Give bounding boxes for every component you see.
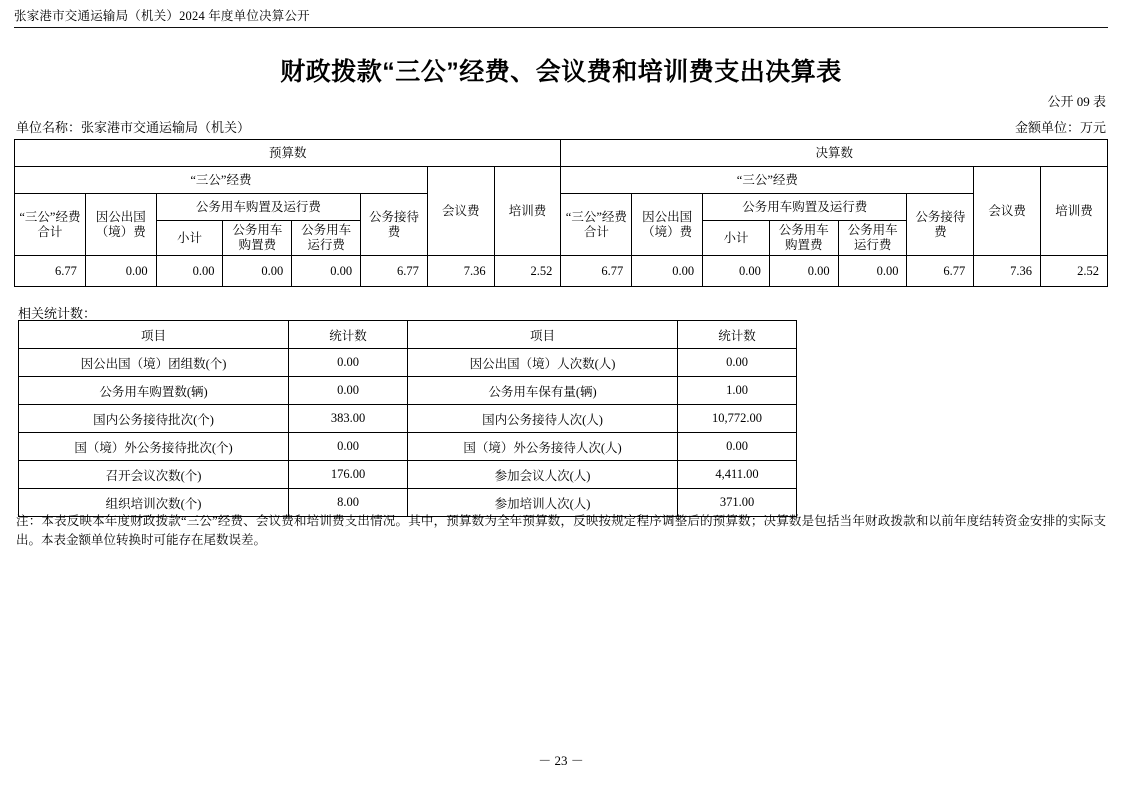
budget-vehicle-subtotal-value: 0.00 — [156, 256, 223, 287]
final-meeting-value: 7.36 — [974, 256, 1041, 287]
stats-value-left: 0.00 — [289, 433, 408, 461]
final-training-value: 2.52 — [1041, 256, 1108, 287]
stats-table-container — [18, 320, 796, 517]
budget-vehicle-group-header: 公务用车购置及运行费 — [156, 194, 360, 221]
stats-header-value-right: 统计数 — [678, 321, 797, 349]
final-sangong-total-header: “三公”经费合计 — [561, 194, 632, 256]
budget-sangong-total-value: 6.77 — [15, 256, 86, 287]
stats-header-value-left: 统计数 — [289, 321, 408, 349]
stats-value-left: 176.00 — [289, 461, 408, 489]
expenditure-table — [14, 139, 1108, 287]
final-training-header: 培训费 — [1041, 167, 1108, 256]
stats-header-item-left: 项目 — [19, 321, 289, 349]
stats-item-left: 召开会议次数(个) — [19, 461, 289, 489]
stats-header-row — [19, 321, 797, 349]
final-vehicle-group-header: 公务用车购置及运行费 — [703, 194, 907, 221]
budget-vehicle-operation-value: 0.00 — [292, 256, 361, 287]
stats-item-right: 参加会议人次(人) — [408, 461, 678, 489]
final-abroad-value: 0.00 — [632, 256, 703, 287]
budget-vehicle-operation-header: 公务用车运行费 — [292, 221, 361, 256]
final-reception-header: 公务接待费 — [907, 194, 974, 256]
budget-abroad-header: 因公出国（境）费 — [85, 194, 156, 256]
main-table-container — [14, 139, 1108, 287]
unit-name: 单位名称：张家港市交通运输局（机关） — [16, 120, 251, 135]
stats-item-left: 国（境）外公务接待批次(个) — [19, 433, 289, 461]
stats-item-right: 国内公务接待人次(人) — [408, 405, 678, 433]
stats-value-right: 1.00 — [678, 377, 797, 405]
header-divider — [14, 27, 1108, 28]
amount-unit: 金额单位：万元 — [1014, 120, 1106, 135]
table-row — [19, 433, 797, 461]
running-header: 张家港市交通运输局（机关）2024 年度单位决算公开 — [14, 9, 310, 23]
group-header-budget: 预算数 — [15, 140, 561, 167]
final-vehicle-purchase-header: 公务用车购置费 — [769, 221, 838, 256]
group-header-final: 决算数 — [561, 140, 1108, 167]
table-row — [15, 256, 1108, 287]
table-row — [19, 349, 797, 377]
table-header-row-1 — [15, 140, 1108, 167]
stats-value-right: 0.00 — [678, 349, 797, 377]
stats-item-left: 国内公务接待批次(个) — [19, 405, 289, 433]
stats-value-left: 0.00 — [289, 377, 408, 405]
statistics-table — [18, 320, 797, 517]
table-note: 注：本表反映本年度财政拨款“三公”经费、会议费和培训费支出情况。其中，预算数为全年预算数，反映按规定程序调整后的预算数；决算数是包括当年财政拨款和以前年度结转资金安排的实际支出。本表金额单位转换时可能存在尾数误差。 — [16, 514, 1106, 547]
budget-sangong-total-header: “三公”经费合计 — [15, 194, 86, 256]
table-header-row-3 — [15, 194, 1108, 221]
budget-abroad-value: 0.00 — [85, 256, 156, 287]
stats-value-right: 10,772.00 — [678, 405, 797, 433]
stats-value-left: 383.00 — [289, 405, 408, 433]
final-vehicle-subtotal-value: 0.00 — [703, 256, 770, 287]
stats-value-right: 371.00 — [678, 489, 797, 517]
stats-item-left: 因公出国（境）团组数(个) — [19, 349, 289, 377]
budget-vehicle-purchase-header: 公务用车购置费 — [223, 221, 292, 256]
final-vehicle-operation-value: 0.00 — [838, 256, 907, 287]
final-sangong-header: “三公”经费 — [561, 167, 974, 194]
budget-vehicle-purchase-value: 0.00 — [223, 256, 292, 287]
page-title: 财政拨款“三公”经费、会议费和培训费支出决算表 — [280, 58, 842, 86]
budget-reception-value: 6.77 — [361, 256, 428, 287]
stats-value-right: 4,411.00 — [678, 461, 797, 489]
page-number: － 23 － — [538, 753, 584, 768]
stats-item-right: 公务用车保有量(辆) — [408, 377, 678, 405]
table-row — [19, 377, 797, 405]
budget-vehicle-subtotal-header: 小计 — [156, 221, 223, 256]
form-number: 公开 09 表 — [1047, 94, 1106, 109]
final-abroad-header: 因公出国（境）费 — [632, 194, 703, 256]
table-header-row-2 — [15, 167, 1108, 194]
final-vehicle-purchase-value: 0.00 — [769, 256, 838, 287]
stats-item-right: 因公出国（境）人次数(人) — [408, 349, 678, 377]
stats-item-left: 组织培训次数(个) — [19, 489, 289, 517]
budget-reception-header: 公务接待费 — [361, 194, 428, 256]
budget-meeting-header: 会议费 — [427, 167, 494, 256]
final-vehicle-subtotal-header: 小计 — [703, 221, 770, 256]
table-row — [19, 461, 797, 489]
final-vehicle-operation-header: 公务用车运行费 — [838, 221, 907, 256]
final-meeting-header: 会议费 — [974, 167, 1041, 256]
budget-sangong-header: “三公”经费 — [15, 167, 428, 194]
stats-item-right: 参加培训人次(人) — [408, 489, 678, 517]
budget-training-value: 2.52 — [494, 256, 561, 287]
stats-caption: 相关统计数： — [18, 306, 97, 321]
table-row — [19, 405, 797, 433]
stats-value-left: 0.00 — [289, 349, 408, 377]
budget-meeting-value: 7.36 — [427, 256, 494, 287]
stats-header-item-right: 项目 — [408, 321, 678, 349]
final-reception-value: 6.77 — [907, 256, 974, 287]
stats-value-right: 0.00 — [678, 433, 797, 461]
stats-item-left: 公务用车购置数(辆) — [19, 377, 289, 405]
budget-training-header: 培训费 — [494, 167, 561, 256]
final-sangong-total-value: 6.77 — [561, 256, 632, 287]
stats-value-left: 8.00 — [289, 489, 408, 517]
stats-item-right: 国（境）外公务接待人次(人) — [408, 433, 678, 461]
